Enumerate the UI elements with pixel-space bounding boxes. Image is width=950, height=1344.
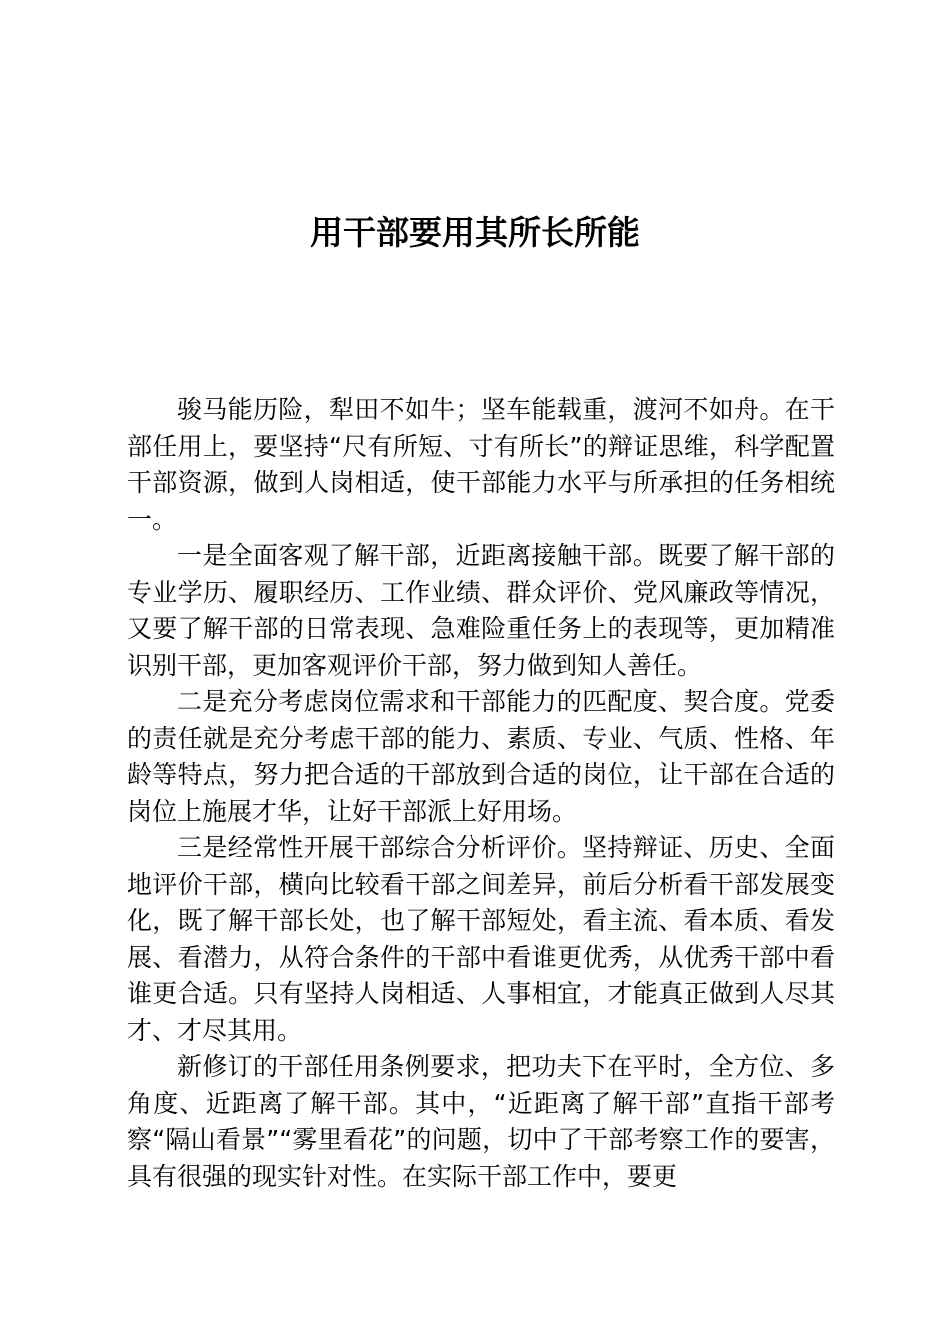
document-body (127, 392, 835, 1195)
document-title: 用干部要用其所长所能 (310, 213, 640, 252)
paragraph-regulation: 新修订的干部任用条例要求，把功夫下在平时，全方位、多角度、近距离了解干部。其中，“近距离了解干部”直指干部考察“隔山看景”“雾里看花”的问题，切中了干部考察工作的要害，具有很强的现实针对性。在实际干部工作中，要更 (127, 1052, 835, 1191)
paragraph-intro: 骏马能历险，犁田不如牛；坚车能载重，渡河不如舟。在干部任用上，要坚持“尺有所短、寸有所长”的辩证思维，科学配置干部资源，做到人岗相适，使干部能力水平与所承担的任务相统一。 (127, 395, 835, 534)
paragraph-point-three: 三是经常性开展干部综合分析评价。坚持辩证、历史、全面地评价干部，横向比较看干部之间差异，前后分析看干部发展变化，既了解干部长处，也了解干部短处，看主流、看本质、看发展、看潜力，从符合条件的干部中看谁更优秀，从优秀干部中看谁更合适。只有坚持人岗相适、人事相宜，才能真正做到人尽其才、才尽其用。 (127, 833, 835, 1045)
paragraph-point-two: 二是充分考虑岗位需求和干部能力的匹配度、契合度。党委的责任就是充分考虑干部的能力、素质、专业、气质、性格、年龄等特点，努力把合适的干部放到合适的岗位，让干部在合适的岗位上施展才华，让好干部派上好用场。 (127, 687, 835, 826)
paragraph-point-one: 一是全面客观了解干部，近距离接触干部。既要了解干部的专业学历、履职经历、工作业绩、群众评价、党风廉政等情况，又要了解干部的日常表现、急难险重任务上的表现等，更加精准识别干部，更加客观评价干部，努力做到知人善任。 (127, 541, 835, 680)
